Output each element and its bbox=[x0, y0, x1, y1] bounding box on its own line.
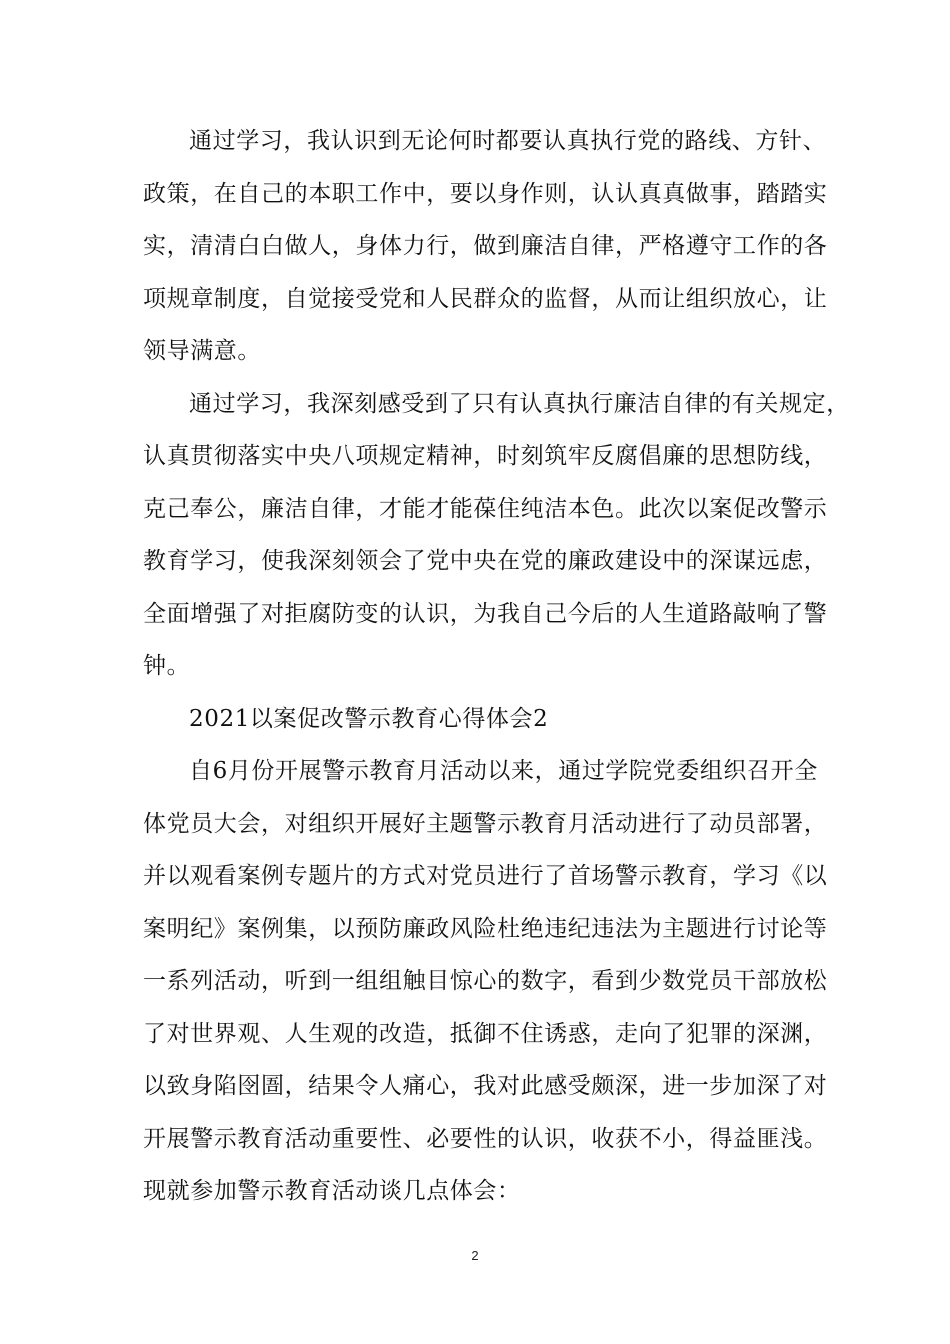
paragraph-line: 开展警示教育活动重要性、必要性的认识，收获不小，得益匪浅。 bbox=[143, 1125, 828, 1152]
paragraph-line: 领导满意。 bbox=[143, 338, 261, 364]
paragraph-line: 实，清清白白做人，身体力行，做到廉洁自律，严格遵守工作的各 bbox=[143, 233, 828, 259]
paragraph-line: 体党员大会，对组织开展好主题警示教育月活动进行了动员部署， bbox=[143, 810, 828, 837]
paragraph-line: 全面增强了对拒腐防变的认识，为我自己今后的人生道路敲响了警 bbox=[143, 600, 828, 627]
paragraph bbox=[143, 115, 828, 378]
paragraph bbox=[143, 378, 850, 693]
paragraph-line: 自6月份开展警示教育月活动以来，通过学院党委组织召开全 bbox=[189, 758, 818, 784]
paragraph-line: 一系列活动，听到一组组触目惊心的数字，看到少数党员干部放松 bbox=[143, 968, 828, 994]
paragraph-line: 通过学习，我认识到无论何时都要认真执行党的路线、方针、 bbox=[189, 128, 827, 154]
paragraph-line: 通过学习，我深刻感受到了只有认真执行廉洁自律的有关规定， bbox=[189, 390, 850, 417]
paragraph-line: 认真贯彻落实中央八项规定精神，时刻筑牢反腐倡廉的思想防线， bbox=[143, 443, 828, 469]
paragraph-line: 了对世界观、人生观的改造，抵御不住诱惑，走向了犯罪的深渊， bbox=[143, 1020, 828, 1047]
section-heading: 2021以案促改警示教育心得体会2 bbox=[189, 705, 549, 732]
document-body bbox=[143, 115, 850, 1218]
paragraph-line: 并以观看案例专题片的方式对党员进行了首场警示教育，学习《以 bbox=[143, 863, 828, 889]
paragraph bbox=[143, 745, 828, 1218]
paragraph-line: 政策，在自己的本职工作中，要以身作则，认认真真做事，踏踏实 bbox=[143, 180, 828, 207]
paragraph-line: 克己奉公，廉洁自律，才能才能葆住纯洁本色。此次以案促改警示 bbox=[143, 495, 828, 522]
paragraph-line: 现就参加警示教育活动谈几点体会： bbox=[143, 1178, 521, 1204]
paragraph-line: 案明纪》案例集，以预防廉政风险杜绝违纪违法为主题进行讨论等 bbox=[143, 915, 828, 942]
paragraph-line: 以致身陷囹圄，结果令人痛心，我对此感受颇深，进一步加深了对 bbox=[143, 1073, 828, 1099]
paragraph-line: 项规章制度，自觉接受党和人民群众的监督，从而让组织放心，让 bbox=[143, 285, 828, 312]
paragraph-line: 教育学习，使我深刻领会了党中央在党的廉政建设中的深谋远虑， bbox=[143, 548, 828, 574]
page-number: 2 bbox=[471, 1248, 479, 1263]
paragraph-line: 钟。 bbox=[143, 653, 191, 679]
